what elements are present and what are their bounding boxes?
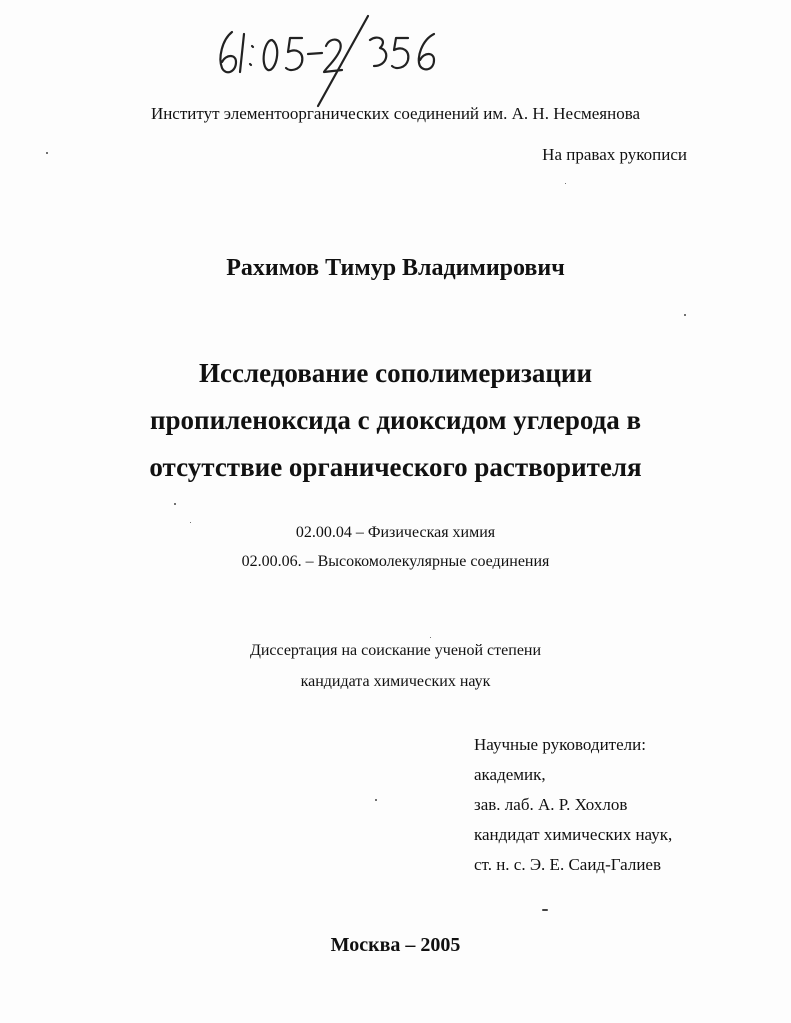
handwritten-archive-number <box>210 10 450 110</box>
scan-speck <box>46 152 48 154</box>
scientific-advisors <box>474 730 672 880</box>
author-name: Рахимов Тимур Владимирович <box>226 255 565 281</box>
advisor-line: академик, <box>474 765 546 784</box>
advisor-line: ст. н. с. Э. Е. Саид-Галиев <box>474 855 661 874</box>
advisor-line: зав. лаб. А. Р. Хохлов <box>474 795 628 814</box>
title-line: пропиленоксида с диоксидом углерода в <box>149 405 642 435</box>
title-line: отсутствие органического растворителя <box>149 452 642 482</box>
advisors-heading: Научные руководители: <box>474 735 646 754</box>
scan-speck <box>375 799 377 801</box>
dissertation-title <box>0 350 791 491</box>
city-year: Москва – 2005 <box>330 934 461 956</box>
specialty-physical-chemistry: 02.00.04 – Физическая химия <box>295 524 496 541</box>
dissertation-degree-line-1: Диссертация на соискание ученой степени <box>249 642 542 659</box>
specialty-macromolecular-compounds: 02.00.06. – Высокомолекулярные соединения <box>241 553 550 570</box>
scan-speck <box>190 522 191 523</box>
scan-speck <box>542 909 548 911</box>
scan-speck <box>430 637 431 638</box>
title-line: Исследование сополимеризации <box>198 358 593 388</box>
manuscript-rights-note: На правах рукописи <box>542 145 687 164</box>
advisor-line: кандидат химических наук, <box>474 825 673 844</box>
handwritten-archive-number-drawing <box>210 10 450 110</box>
scan-speck <box>174 503 176 505</box>
scan-speck <box>565 183 566 184</box>
scan-speck <box>684 314 686 316</box>
institute-name: Институт элементоорганических соединений им. А. Н. Несмеянова <box>150 104 641 123</box>
dissertation-degree-line-2: кандидата химических наук <box>300 673 491 690</box>
